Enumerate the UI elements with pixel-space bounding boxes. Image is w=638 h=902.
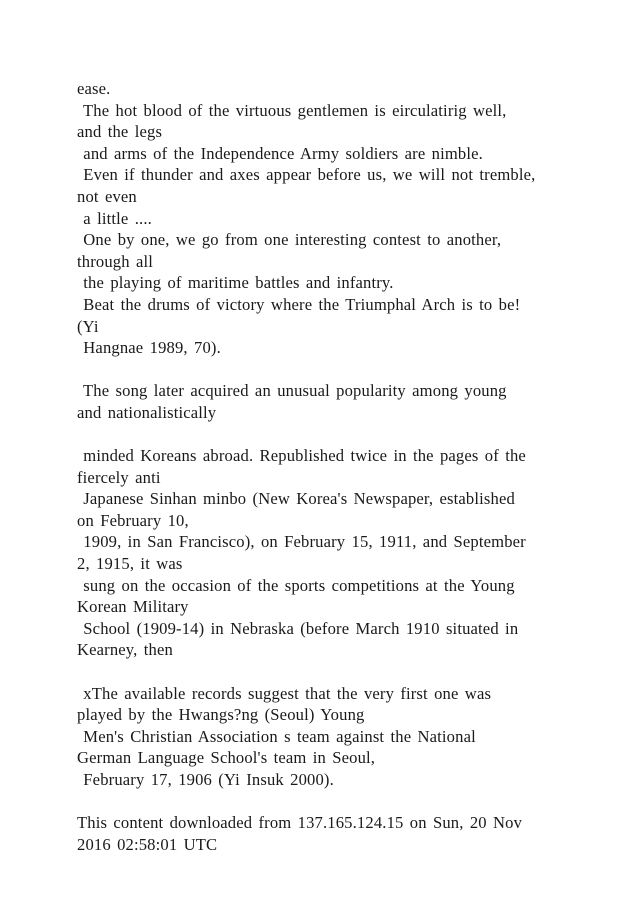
text-line: the playing of maritime battles and infantry. <box>77 273 394 293</box>
footnote-line: German Language School's team in Seoul, <box>77 748 376 768</box>
download-notice-line: 2016 02:58:01 UTC <box>77 834 218 854</box>
text-line: School (1909-14) in Nebraska (before March 1910 situated in <box>77 618 519 638</box>
blank-line <box>77 424 577 446</box>
text-line: Kearney, then <box>77 640 173 660</box>
text-line: minded Koreans abroad. Republished twice in the pages of the <box>77 446 526 466</box>
text-line: a little .... <box>77 208 152 228</box>
text-line: and nationalistically <box>77 402 217 422</box>
text-line: One by one, we go from one interesting contest to another, <box>77 230 502 250</box>
text-line: Korean Military <box>77 597 189 617</box>
text-line: not even <box>77 186 137 206</box>
footnote-line: February 17, 1906 (Yi Insuk 2000). <box>77 770 334 789</box>
text-line: fiercely anti <box>77 467 161 487</box>
text-line: through all <box>77 251 154 271</box>
text-line: sung on the occasion of the sports competitions at the Young <box>77 575 515 595</box>
blank-line <box>77 661 577 683</box>
text-line: Even if thunder and axes appear before us, we will not tremble, <box>77 165 536 185</box>
text-line: Beat the drums of victory where the Triumphal Arch is to be! <box>77 294 521 314</box>
text-line: The song later acquired an unusual popularity among young <box>77 381 507 401</box>
text-line: 2, 1915, it was <box>77 554 183 574</box>
text-line: Hangnae 1989, 70). <box>77 338 221 358</box>
text-line: and the legs <box>77 122 163 142</box>
text-line: ease. <box>77 79 111 98</box>
text-line: Japanese Sinhan minbo (New Korea's Newspaper, established <box>77 489 515 509</box>
footnote-line: Men's Christian Association s team against the National <box>77 726 476 746</box>
download-notice-line: This content downloaded from 137.165.124.15 on Sun, 20 Nov <box>77 813 523 833</box>
blank-line <box>77 791 577 813</box>
text-line: on February 10, <box>77 510 189 530</box>
text-line: and arms of the Independence Army soldiers are nimble. <box>77 143 483 163</box>
text-line: 1909, in San Francisco), on February 15, 1911, and September <box>77 532 526 552</box>
footnote-line: xThe available records suggest that the very first one was <box>77 683 492 703</box>
footnote-line: played by the Hwangs?ng (Seoul) Young <box>77 705 365 725</box>
blank-line <box>77 359 577 381</box>
text-line: The hot blood of the virtuous gentlemen is eirculatirig well, <box>77 100 507 120</box>
document-text <box>77 78 577 855</box>
text-line: (Yi <box>77 316 99 336</box>
